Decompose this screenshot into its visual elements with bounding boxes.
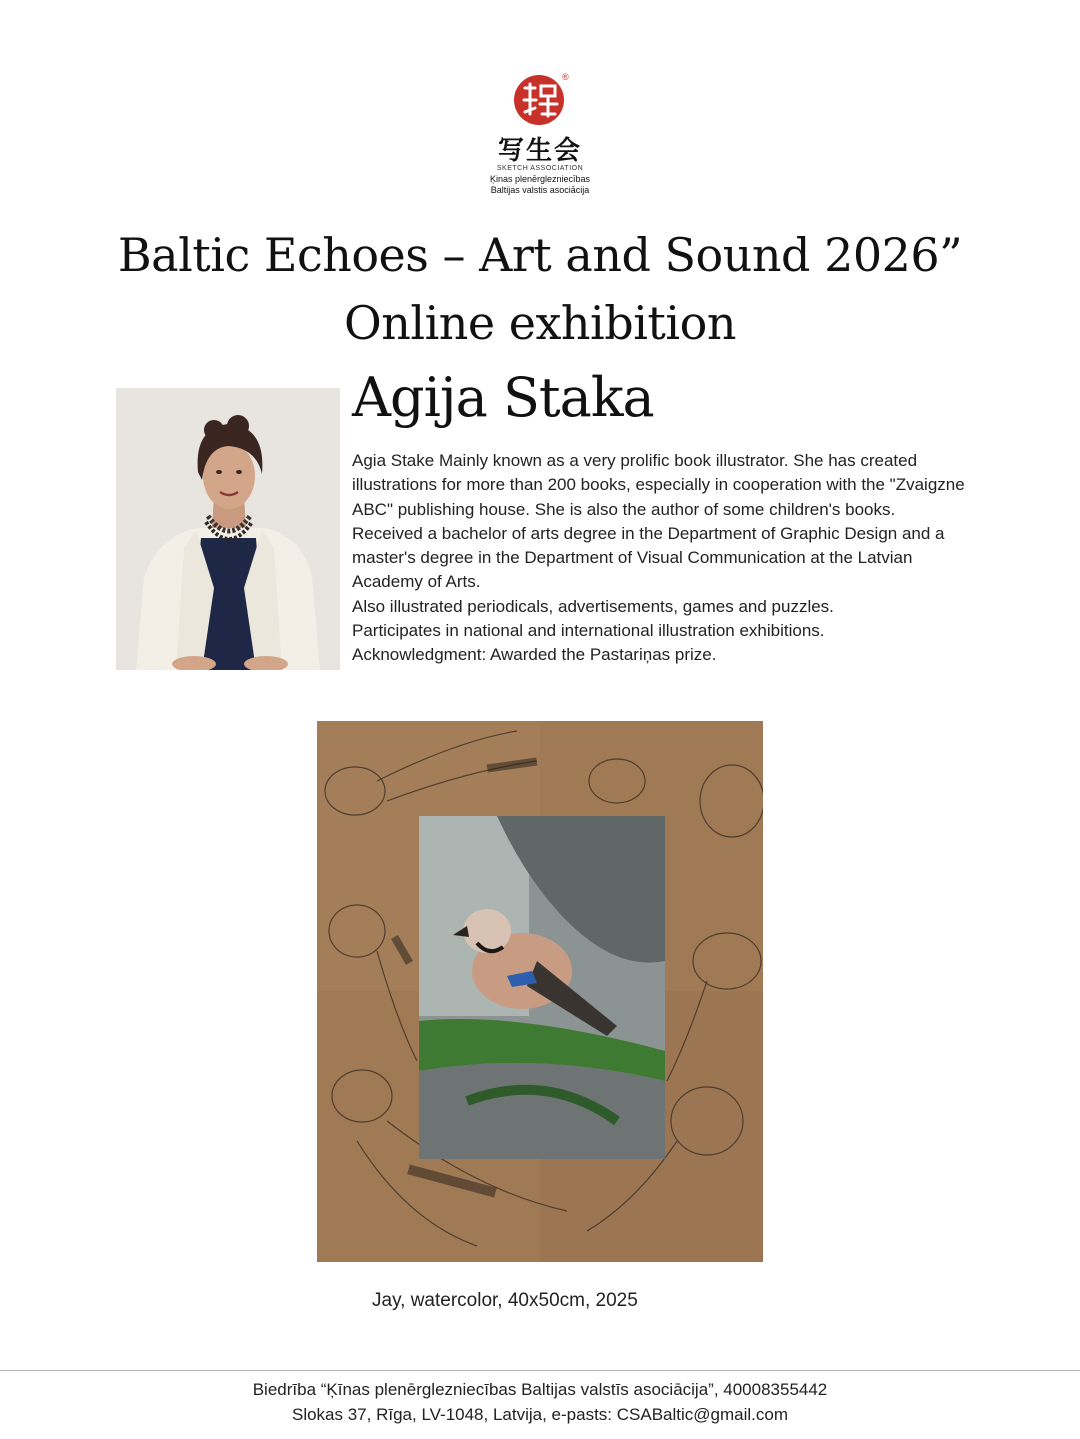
jay-painting xyxy=(317,721,763,1262)
artist-portrait xyxy=(116,388,340,670)
bio-paragraph: Participates in national and international illustration exhibitions. xyxy=(352,621,825,641)
bio-paragraph: Also illustrated periodicals, advertisements, games and puzzles. xyxy=(352,596,834,616)
artwork-caption: Jay, watercolor, 40x50cm, 2025 xyxy=(372,1290,638,1311)
portrait-illustration xyxy=(116,388,340,670)
exhibition-subtitle: Online exhibition xyxy=(344,296,736,350)
footer-address: Slokas 37, Rīga, LV-1048, Latvija, e-pasts: CSABaltic@gmail.com xyxy=(291,1405,788,1424)
logo-subtitle-latvian-1: Ķinas plenērglezniecības xyxy=(489,174,591,184)
association-logo xyxy=(480,72,600,198)
logo-subtitle-latvian-2: Baltijas valstis asociācija xyxy=(490,185,590,195)
artist-name: Agija Staka xyxy=(352,366,654,429)
footer-divider xyxy=(0,1370,1080,1371)
bio-paragraph: Agia Stake Mainly known as a very prolific book illustrator. She has created illustrations for more than 200 books, especially in cooperation with the "Zvaigzne ABC" publishing house. She is also the author of some children's books. xyxy=(352,451,965,519)
logo-subtitle-english: SKETCH ASSOCIATION xyxy=(496,165,584,172)
bio-paragraph: Acknowledgment: Awarded the Pastariņas prize. xyxy=(352,645,717,665)
registered-mark: ® xyxy=(562,72,569,82)
artwork-image xyxy=(317,721,763,1262)
bio-paragraph: Received a bachelor of arts degree in the Department of Graphic Design and a master's degree in the Department of Visual Communication at the Latvian Academy of Arts. xyxy=(352,523,945,592)
footer-organization: Biedrība “Ķīnas plenērglezniecības Baltijas valstīs asociācija”, 40008355442 xyxy=(252,1380,828,1399)
red-seal-icon xyxy=(513,74,565,126)
exhibition-title: Baltic Echoes – Art and Sound 2026” xyxy=(117,228,963,282)
artist-bio xyxy=(352,449,980,668)
logo-chinese-text: 写生会 xyxy=(497,136,582,166)
